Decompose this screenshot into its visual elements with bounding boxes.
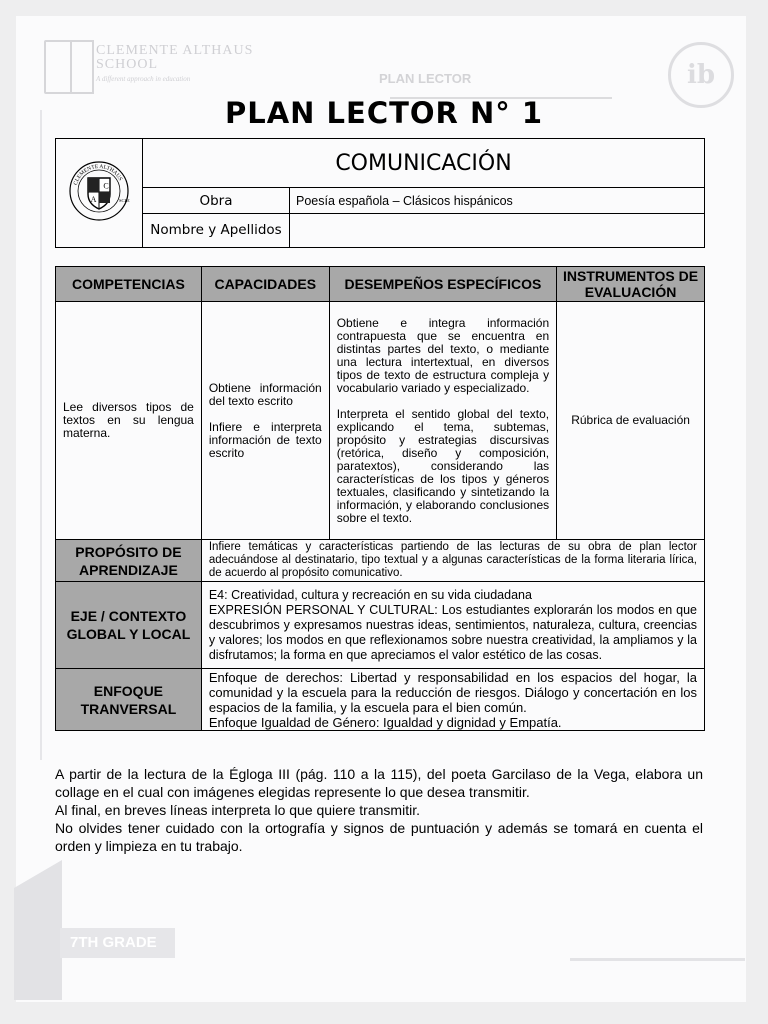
header-capacidades: CAPACIDADES <box>201 267 329 302</box>
school-seal-cell <box>56 139 143 248</box>
enfoque-line2: Enfoque Igualdad de Género: Igualdad y dignidad y Empatía. <box>208 714 562 730</box>
nombre-label: Nombre y Apellidos <box>143 214 290 248</box>
ib-logo: ib <box>668 42 734 108</box>
desempeno-item: Interpreta el sentido global del texto, explicando el tema, subtemas, propósito y estrategias discursivas (retórica, diseño y composición, paratextos), considerando las características de los tipos y géneros textuales, clasificando y sintetizando la información, y elaborando conclusiones sobre el texto. <box>336 406 550 525</box>
eje-text <box>201 582 704 669</box>
watermark-footer-line <box>570 958 745 961</box>
seal-side-text: SCHO <box>119 198 130 203</box>
seal-letter-a: A <box>90 195 97 204</box>
desempeno-item: Obtiene e integra información contrapuesta que se encuentra en distintas partes del texto, o mediante una lectura intertextual, en diversos tipos de texto de estructura compleja y vocabulario variado y especializado. <box>336 315 550 395</box>
watermark-school-name <box>96 44 253 86</box>
enfoque-line1: Enfoque de derechos: Libertad y responsabilidad en los espacios del hogar, la comunidad y la escuela para la reducción de riesgos. Diálogo y concertación en los espacios de la familia, y la escuela para el bien común. <box>208 669 697 715</box>
header-desempenos: DESEMPEÑOS ESPECÍFICOS <box>329 267 556 302</box>
eje-line2: EXPRESIÓN PERSONAL Y CULTURAL: Los estudiantes explorarán los modos en que descubrimos y expresamos nuestras ideas, sentimientos, naturaleza, cultura, creencias y valores; los modos en que reflexionamos sobre nuestra creatividad, la ampliamos y la disfrutamos; la forma en que apreciamos el valor estético de las cosas. <box>208 602 697 662</box>
instruction-paragraph: Al final, en breves líneas interpreta lo que quiere transmitir. <box>55 802 420 818</box>
watermark-crest-icon <box>68 40 94 94</box>
school-seal-logo <box>68 160 130 222</box>
desempenos-cell <box>329 302 556 540</box>
proposito-label: PROPÓSITO DE APRENDIZAJE <box>56 540 202 582</box>
watermark-header-label: PLAN LECTOR <box>379 71 472 86</box>
watermark-school-line1: CLEMENTE ALTHAUS <box>96 43 254 58</box>
header-competencias: COMPETENCIAS <box>56 267 202 302</box>
enfoque-text <box>201 669 704 731</box>
header-instrumentos: INSTRUMENTOS DE EVALUACIÓN <box>557 267 705 302</box>
instruction-paragraph: A partir de la lectura de la Égloga III (pág. 110 a la 115), del poeta Garcilaso de la Vega, elabora un collage en el cual con imágenes elegidas represente lo que desea transmitir. <box>55 766 703 800</box>
watermark-school-tagline: A different approach in education <box>96 75 191 83</box>
obra-label: Obra <box>143 188 290 214</box>
proposito-text: Infiere temáticas y características partiendo de las lecturas de su obra de plan lector adecuándose al destinatario, tipo textual y a algunas características de la forma literaria lírica, de acuerdo al propósito comunicativo. <box>201 540 704 582</box>
enfoque-label: ENFOQUE TRANVERSAL <box>56 669 202 731</box>
capacidades-cell <box>201 302 329 540</box>
competencia-cell: Lee diversos tipos de textos en su lengua materna. <box>56 302 202 540</box>
capacidad-item: Obtiene información del texto escrito <box>208 380 322 408</box>
eje-label: EJE / CONTEXTO GLOBAL Y LOCAL <box>56 582 202 669</box>
obra-value: Poesía española – Clásicos hispánicos <box>290 188 705 214</box>
nombre-value <box>290 214 705 248</box>
page-title: PLAN LECTOR N° 1 <box>224 96 544 130</box>
watermark-vertical-line <box>40 110 42 760</box>
instrumento-cell: Rúbrica de evaluación <box>557 302 705 540</box>
subject-title: COMUNICACIÓN <box>143 139 705 188</box>
competencies-table <box>55 266 705 731</box>
seal-arc-text: CLEMENTE ALTHAUS <box>72 163 124 186</box>
watermark-grade-label: 7TH GRADE <box>60 928 175 958</box>
capacidad-item: Infiere e interpreta información de texto escrito <box>208 419 322 460</box>
instructions <box>55 765 703 855</box>
watermark-school-line2: SCHOOL <box>96 57 159 72</box>
seal-letter-c: C <box>103 181 109 191</box>
instruction-paragraph: No olvides tener cuidado con la ortografía y signos de puntuación y además se tomará en cuenta el orden y limpieza en tu trabajo. <box>55 820 703 854</box>
eje-line1: E4: Creatividad, cultura y recreación en su vida ciudadana <box>208 587 532 602</box>
header-table <box>55 138 705 248</box>
